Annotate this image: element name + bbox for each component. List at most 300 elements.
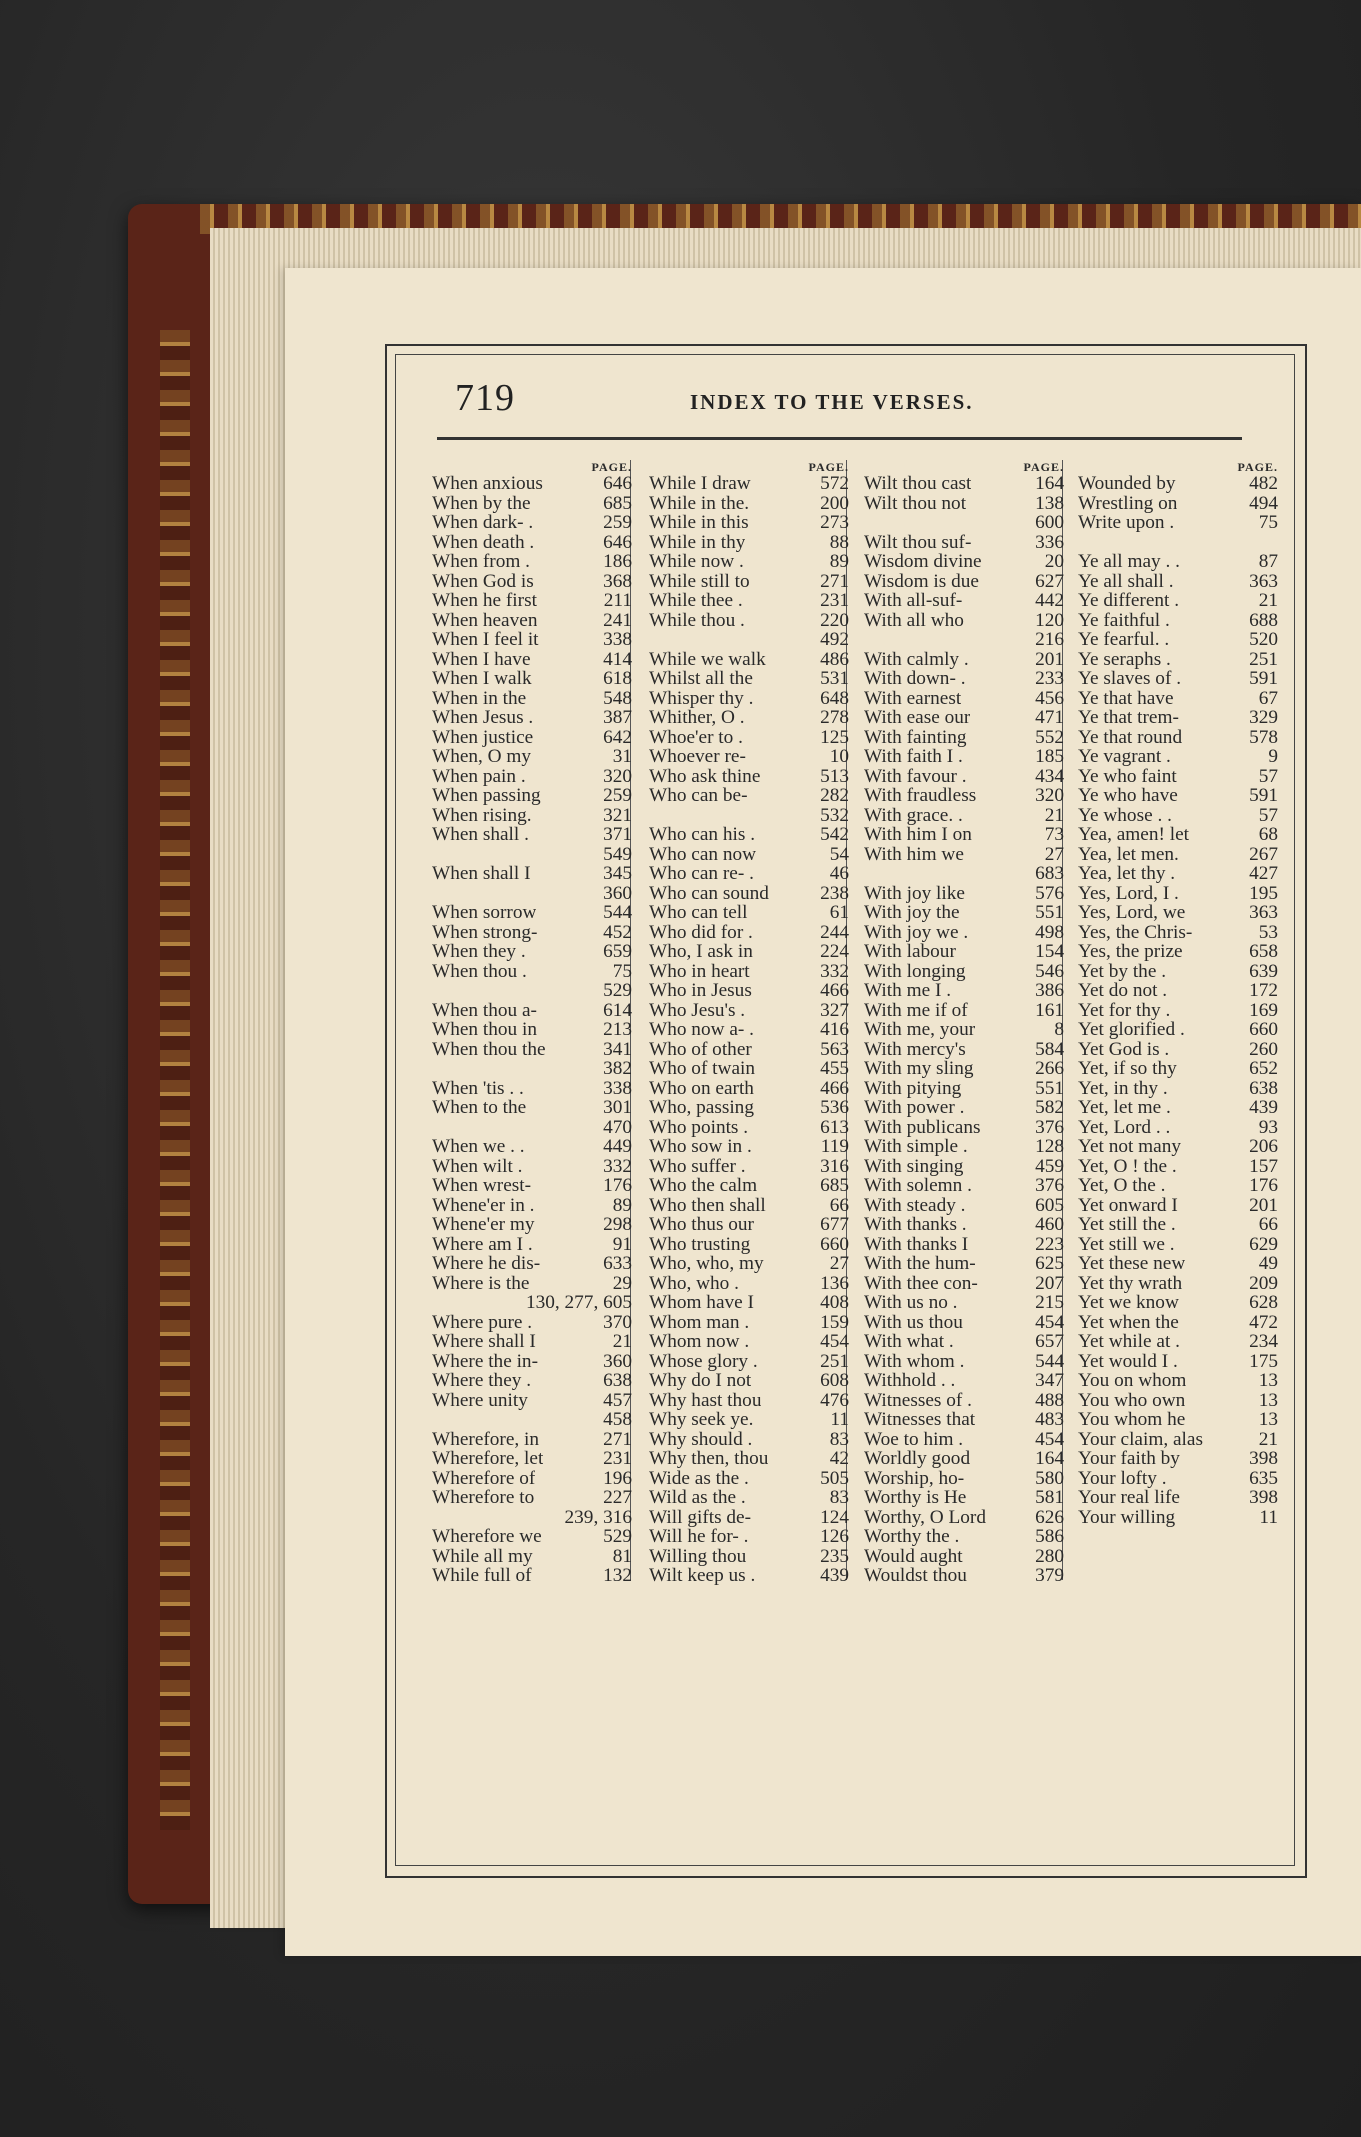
index-entry <box>864 962 1064 982</box>
entry-page-number: 363 <box>1249 570 1278 592</box>
index-entry <box>432 728 632 748</box>
entry-text: Who can sound <box>649 883 769 903</box>
index-entry <box>649 884 849 904</box>
index-entry <box>649 1313 849 1333</box>
entry-text: With pitying <box>864 1078 962 1098</box>
index-entry <box>864 1332 1064 1352</box>
entry-text: Who can be- <box>649 786 748 806</box>
entry-page-number: 8 <box>1054 1019 1064 1040</box>
index-entry <box>432 1547 632 1567</box>
entry-text: Where they . <box>432 1371 532 1391</box>
entry-page-number: 492 <box>820 629 849 650</box>
entry-page-number: 57 <box>1258 804 1278 826</box>
entry-text: Wide as the . <box>649 1468 749 1488</box>
index-entry <box>649 1430 849 1450</box>
entry-text: Who in heart <box>649 961 750 981</box>
index-entry <box>1078 1098 1278 1118</box>
entry-page-number: 125 <box>820 726 849 748</box>
entry-page-number: 206 <box>1249 1136 1278 1157</box>
entry-text: Your claim, alas <box>1078 1429 1203 1449</box>
index-entry <box>432 1020 632 1040</box>
entry-page-number: 458 <box>603 1409 632 1430</box>
entry-page-number: 529 <box>603 1526 632 1547</box>
entry-text: Yet when the <box>1078 1312 1179 1332</box>
index-entry <box>864 1235 1064 1255</box>
entry-page-number: 408 <box>820 1292 849 1313</box>
entry-page-number: 576 <box>1035 882 1064 904</box>
entry-page-number: 120 <box>1035 609 1064 631</box>
page-title: INDEX TO THE VERSES. <box>690 390 974 414</box>
entry-page-number: 608 <box>820 1370 849 1391</box>
entry-page-number: 27 <box>829 1253 849 1274</box>
entry-page-number: 454 <box>820 1331 849 1352</box>
entry-text: Ye slaves of . <box>1078 669 1182 689</box>
entry-text: Who suffer . <box>649 1156 746 1176</box>
entry-text: Whilst all the <box>649 669 753 689</box>
entry-text: Ye fearful. . <box>1078 630 1170 650</box>
index-entry <box>1078 552 1278 572</box>
entry-page-number: 513 <box>820 765 849 787</box>
entry-text: Yet thy wrath <box>1078 1273 1183 1293</box>
entry-page-number: 13 <box>1258 1370 1278 1391</box>
entry-text: Who in Jesus <box>649 981 752 1001</box>
entry-text: Withhold . . <box>864 1371 956 1391</box>
index-entry <box>1078 1313 1278 1333</box>
entry-text: With grace. . <box>864 805 963 825</box>
entry-text: With mercy's <box>864 1039 966 1059</box>
index-entry <box>1078 962 1278 982</box>
entry-text: When I feel it <box>432 630 539 650</box>
index-entry <box>649 1118 849 1138</box>
index-entry <box>432 1430 632 1450</box>
entry-text: When 'tis . . <box>432 1078 524 1098</box>
entry-page-number: 207 <box>1035 1272 1064 1294</box>
entry-page-number: 627 <box>1035 570 1064 592</box>
entry-text: Yet we know <box>1078 1293 1179 1313</box>
entry-page-number: 618 <box>603 668 632 689</box>
entry-page-number: 347 <box>1035 1370 1064 1391</box>
entry-page-number: 157 <box>1249 1155 1278 1177</box>
entry-page-number: 57 <box>1258 765 1278 787</box>
index-entry <box>1078 1274 1278 1294</box>
entry-text: Yet, O the . <box>1078 1176 1166 1196</box>
entry-text: When shall . <box>432 825 529 845</box>
entry-text: With power . <box>864 1098 965 1118</box>
entry-text: Who points . <box>649 1117 749 1137</box>
entry-page-number: 382 <box>603 1058 632 1079</box>
index-entry <box>432 1488 632 1508</box>
entry-text: With favour . <box>864 766 967 786</box>
entry-page-number: 138 <box>1035 492 1064 514</box>
entry-page-number: 494 <box>1249 492 1278 514</box>
entry-text: Witnesses of . <box>864 1390 972 1410</box>
index-entry <box>432 533 632 553</box>
entry-text: Who can his . <box>649 825 756 845</box>
entry-page-number: 488 <box>1035 1389 1064 1411</box>
index-entry <box>864 689 1064 709</box>
entry-text: Who ask thine <box>649 766 761 786</box>
entry-text: With me, your <box>864 1020 976 1040</box>
index-entry <box>1078 923 1278 943</box>
entry-page-number: 251 <box>1249 648 1278 670</box>
entry-page-number: 657 <box>1035 1331 1064 1352</box>
entry-page-number: 546 <box>1035 960 1064 982</box>
index-entry <box>864 786 1064 806</box>
entry-page-number: 224 <box>820 941 849 962</box>
entry-page-number: 605 <box>1035 1194 1064 1216</box>
entry-page-number: 267 <box>1249 843 1278 865</box>
entry-text: Your willing <box>1078 1507 1176 1527</box>
index-entry <box>864 1488 1064 1508</box>
entry-page-number: 136 <box>820 1272 849 1294</box>
index-entry <box>864 474 1064 494</box>
index-entry <box>1078 903 1278 923</box>
entry-page-number: 648 <box>820 687 849 709</box>
entry-page-number: 456 <box>1035 687 1064 709</box>
entry-text: Whose glory . <box>649 1351 758 1371</box>
index-entry <box>432 864 632 884</box>
entry-text: When in the <box>432 688 527 708</box>
entry-page-number: 89 <box>612 1194 632 1216</box>
entry-page-number: 338 <box>603 1077 632 1099</box>
index-entry <box>864 650 1064 670</box>
index-entry <box>864 669 1064 689</box>
entry-page-number: 231 <box>603 1448 632 1469</box>
entry-text: Whom man . <box>649 1312 750 1332</box>
entry-text: With earnest <box>864 688 962 708</box>
entry-text: Yes, Lord, we <box>1078 903 1186 923</box>
index-entry <box>649 1449 849 1469</box>
entry-text: While full of <box>432 1566 532 1586</box>
entry-page-number: 398 <box>1249 1448 1278 1469</box>
entry-text: When shall I <box>432 864 531 884</box>
entry-text: With the hum- <box>864 1254 976 1274</box>
entry-text: Why hast thou <box>649 1390 762 1410</box>
index-entry <box>1078 1391 1278 1411</box>
index-entry-continuation <box>432 884 632 904</box>
index-entry <box>649 552 849 572</box>
entry-text: Ye that trem- <box>1078 708 1179 728</box>
index-entry <box>864 1176 1064 1196</box>
entry-text: When justice <box>432 727 534 747</box>
index-entry <box>649 942 849 962</box>
entry-page-number: 646 <box>603 473 632 494</box>
index-entry-continuation <box>649 630 849 650</box>
index-entry <box>1078 806 1278 826</box>
index-entry <box>432 942 632 962</box>
index-entry <box>1078 825 1278 845</box>
index-entry <box>432 669 632 689</box>
entry-page-number: 449 <box>603 1136 632 1157</box>
index-entry <box>1078 611 1278 631</box>
index-entry <box>432 474 632 494</box>
index-entry <box>864 1059 1064 1079</box>
index-column-3 <box>864 460 1064 1586</box>
entry-text: Who on earth <box>649 1078 754 1098</box>
entry-text: Wild as the . <box>649 1488 746 1508</box>
entry-text: Worthy is He <box>864 1488 967 1508</box>
entry-page-number: 209 <box>1249 1272 1278 1294</box>
entry-page-number: 271 <box>820 570 849 592</box>
entry-page-number: 638 <box>603 1370 632 1391</box>
entry-page-number: 21 <box>1258 590 1278 611</box>
entry-page-number: 9 <box>1268 746 1278 767</box>
entry-text: When to the <box>432 1098 527 1118</box>
entry-text: Who then shall <box>649 1195 766 1215</box>
index-entry <box>864 1254 1064 1274</box>
index-entry <box>864 1469 1064 1489</box>
entry-text: With fainting <box>864 727 967 747</box>
entry-page-number: 185 <box>1035 746 1064 767</box>
entry-page-number: 578 <box>1249 726 1278 748</box>
index-entry <box>649 1469 849 1489</box>
entry-page-number: 320 <box>603 765 632 787</box>
index-entry <box>1078 1508 1278 1528</box>
entry-page-number: 195 <box>1249 882 1278 904</box>
index-entry <box>1078 1059 1278 1079</box>
index-entry-continuation <box>864 630 1064 650</box>
entry-page-number: 251 <box>820 1350 849 1372</box>
entry-page-number: 580 <box>1035 1467 1064 1489</box>
entry-text: With down- . <box>864 669 966 689</box>
index-entry-continuation <box>432 981 632 1001</box>
entry-text: You who own <box>1078 1390 1186 1410</box>
entry-page-number: 683 <box>1035 863 1064 884</box>
index-entry <box>864 845 1064 865</box>
header-rule <box>437 437 1242 440</box>
entry-page-number: 552 <box>1035 726 1064 748</box>
index-entry <box>432 1371 632 1391</box>
entry-text: When thou the <box>432 1039 546 1059</box>
index-entry <box>432 786 632 806</box>
entry-page-number: 584 <box>1035 1038 1064 1060</box>
index-entry <box>864 1040 1064 1060</box>
entry-page-number: 176 <box>603 1175 632 1196</box>
entry-page-number: 130, 277, 605 <box>525 1292 632 1313</box>
entry-text: Who of other <box>649 1039 752 1059</box>
entry-page-number: 27 <box>1044 843 1064 865</box>
entry-page-number: 379 <box>1035 1565 1064 1586</box>
entry-text: Who of twain <box>649 1059 756 1079</box>
entry-text: When thou . <box>432 961 527 981</box>
entry-page-number: 457 <box>603 1389 632 1411</box>
entry-text: With my sling <box>864 1059 974 1079</box>
entry-page-number: 434 <box>1035 765 1064 787</box>
index-entry <box>432 1040 632 1060</box>
entry-page-number <box>1276 533 1278 553</box>
entry-page-number: 124 <box>820 1506 849 1528</box>
index-entry <box>432 494 632 514</box>
index-column-2 <box>649 460 849 1586</box>
entry-page-number: 54 <box>829 843 849 865</box>
entry-text: Your lofty . <box>1078 1468 1167 1488</box>
entry-page-number: 31 <box>612 746 632 767</box>
index-entry <box>649 1391 849 1411</box>
entry-page-number: 211 <box>603 590 632 611</box>
index-entry-continuation <box>432 1118 632 1138</box>
entry-text: Why seek ye. <box>649 1410 754 1430</box>
index-entry <box>432 1235 632 1255</box>
index-entry <box>432 1176 632 1196</box>
entry-text: Yet do not . <box>1078 981 1168 1001</box>
entry-text: Yet onward I <box>1078 1195 1178 1215</box>
entry-text: When from . <box>432 552 530 572</box>
index-entry <box>1078 494 1278 514</box>
entry-text: When anxious <box>432 474 543 494</box>
entry-page-number: 466 <box>820 1077 849 1099</box>
entry-page-number: 685 <box>603 492 632 514</box>
entry-page-number: 591 <box>1249 668 1278 689</box>
index-entry <box>1078 981 1278 1001</box>
entry-text: While thou . <box>649 610 745 630</box>
index-entry-continuation <box>432 1059 632 1079</box>
entry-page-number: 371 <box>603 824 632 845</box>
entry-page-number: 439 <box>1249 1097 1278 1118</box>
entry-page-number: 551 <box>1035 1077 1064 1099</box>
index-entry <box>1078 1332 1278 1352</box>
entry-text: Whene'er in . <box>432 1195 535 1215</box>
index-entry <box>649 1254 849 1274</box>
entry-page-number: 635 <box>1249 1467 1278 1489</box>
entry-text: With faith I . <box>864 747 963 767</box>
entry-text: While in this <box>649 513 749 533</box>
index-entry <box>649 747 849 767</box>
index-entry <box>649 1352 849 1372</box>
entry-text: Who can tell <box>649 903 748 923</box>
index-entry <box>432 1352 632 1372</box>
entry-text: Wrestling on <box>1078 493 1178 513</box>
entry-text: Why do I not <box>649 1371 752 1391</box>
index-entry <box>864 1215 1064 1235</box>
index-entry <box>649 767 849 787</box>
index-entry <box>649 1527 849 1547</box>
entry-page-number: 61 <box>829 902 849 923</box>
entry-text: Where the in- <box>432 1351 538 1371</box>
entry-text: Where am I . <box>432 1234 533 1254</box>
entry-page-number: 586 <box>1035 1526 1064 1547</box>
index-entry <box>432 572 632 592</box>
index-entry <box>649 825 849 845</box>
entry-text: Yes, the Chris- <box>1078 922 1193 942</box>
entry-page-number: 345 <box>603 863 632 884</box>
index-entry <box>864 572 1064 592</box>
entry-page-number: 73 <box>1044 824 1064 845</box>
index-entry <box>1078 786 1278 806</box>
index-entry <box>649 1215 849 1235</box>
index-entry <box>864 1430 1064 1450</box>
entry-text: Your real life <box>1078 1488 1180 1508</box>
entry-text: With steady . <box>864 1195 966 1215</box>
entry-page-number: 239, 316 <box>564 1506 632 1528</box>
entry-text: With thee con- <box>864 1273 978 1293</box>
index-entry <box>432 1449 632 1469</box>
index-entry <box>864 1313 1064 1333</box>
index-entry <box>432 962 632 982</box>
entry-page-number: 88 <box>829 531 849 553</box>
entry-text: With publicans <box>864 1117 981 1137</box>
entry-page-number: 332 <box>820 960 849 982</box>
entry-page-number: 376 <box>1035 1175 1064 1196</box>
entry-text: When sorrow <box>432 903 537 923</box>
entry-text: Yes, Lord, I . <box>1078 883 1179 903</box>
entry-page-number: 301 <box>603 1097 632 1118</box>
entry-page-number: 280 <box>1035 1545 1064 1567</box>
entry-page-number: 368 <box>603 570 632 592</box>
index-entry <box>1078 1079 1278 1099</box>
entry-page-number: 259 <box>603 512 632 533</box>
entry-page-number: 119 <box>820 1136 849 1157</box>
index-entry <box>649 981 849 1001</box>
entry-text: With thanks . <box>864 1215 967 1235</box>
index-entry <box>864 1293 1064 1313</box>
entry-page-number: 67 <box>1258 687 1278 709</box>
entry-text: Wilt keep us . <box>649 1566 756 1586</box>
index-entry <box>432 747 632 767</box>
index-entry <box>432 825 632 845</box>
entry-text: Wilt thou suf- <box>864 532 972 552</box>
index-entry <box>864 981 1064 1001</box>
entry-page-number: 531 <box>820 668 849 689</box>
entry-text: Ye who faint <box>1078 766 1177 786</box>
index-entry <box>864 1410 1064 1430</box>
index-entry <box>432 650 632 670</box>
entry-page-number: 132 <box>603 1565 632 1586</box>
entry-page-number: 498 <box>1035 921 1064 943</box>
index-entry <box>649 903 849 923</box>
entry-page-number: 544 <box>1035 1350 1064 1372</box>
entry-text: Yea, amen! let <box>1078 825 1190 845</box>
index-entry <box>432 513 632 533</box>
index-entry <box>1078 1371 1278 1391</box>
entry-text: Who the calm <box>649 1176 758 1196</box>
entry-text: With us no . <box>864 1293 958 1313</box>
entry-page-number: 454 <box>1035 1311 1064 1333</box>
entry-page-number: 223 <box>1035 1233 1064 1255</box>
entry-text: Wherefore, let <box>432 1449 544 1469</box>
entry-text: When Jesus . <box>432 708 534 728</box>
entry-page-number: 29 <box>612 1272 632 1294</box>
entry-text: Wherefore we <box>432 1527 542 1547</box>
entry-page-number: 548 <box>603 687 632 709</box>
index-entry <box>864 806 1064 826</box>
entry-page-number: 83 <box>829 1487 849 1508</box>
entry-text: With singing <box>864 1156 964 1176</box>
entry-text: When thou in <box>432 1020 537 1040</box>
index-entry <box>1078 767 1278 787</box>
entry-page-number: 10 <box>829 746 849 767</box>
index-entry <box>432 806 632 826</box>
index-entry <box>649 1059 849 1079</box>
entry-text: Whoever re- <box>649 747 746 767</box>
entry-page-number: 360 <box>603 882 632 904</box>
entry-page-number: 196 <box>603 1467 632 1489</box>
index-entry <box>649 1098 849 1118</box>
index-entry <box>1078 942 1278 962</box>
entry-page-number: 387 <box>603 707 632 728</box>
index-entry <box>432 591 632 611</box>
entry-text: Whither, O . <box>649 708 745 728</box>
entry-page-number: 83 <box>829 1428 849 1450</box>
index-entry <box>649 1274 849 1294</box>
entry-page-number: 470 <box>603 1116 632 1138</box>
entry-text: While we walk <box>649 649 766 669</box>
entry-page-number: 386 <box>1035 980 1064 1001</box>
entry-page-number: 161 <box>1035 999 1064 1021</box>
entry-page-number: 591 <box>1249 785 1278 806</box>
index-entry <box>864 708 1064 728</box>
entry-text: With all who <box>864 610 964 630</box>
entry-page-number: 66 <box>829 1194 849 1216</box>
